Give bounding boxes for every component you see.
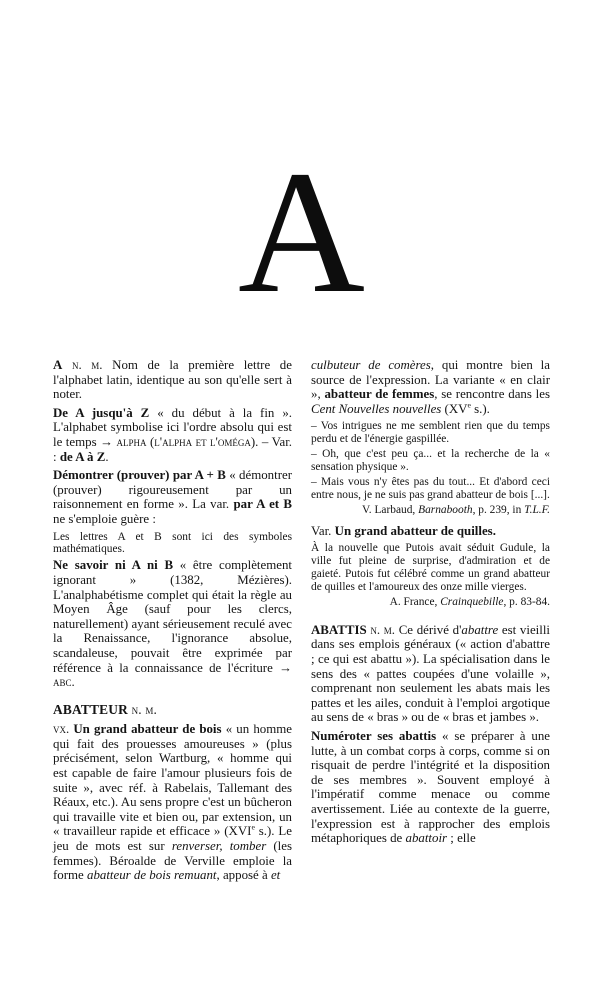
text-segment: .	[71, 675, 75, 690]
text-segment: T.L.F.	[524, 503, 550, 516]
quote-attribution	[311, 596, 550, 609]
text-segment: A. France,	[389, 595, 441, 608]
text-segment: n. m.	[62, 358, 113, 372]
entry-paragraph	[53, 722, 292, 883]
text-segment: abatteur de femmes	[324, 387, 435, 402]
text-segment: ; elle	[447, 831, 476, 846]
entry-paragraph	[53, 358, 292, 402]
quote-paragraph	[53, 531, 292, 557]
entry-paragraph	[311, 729, 550, 846]
text-segment: Ce dérivé d'	[398, 622, 462, 637]
text-columns	[53, 358, 550, 887]
text-segment: e	[467, 400, 471, 410]
text-segment: ne s'emploie guère :	[53, 511, 156, 526]
text-segment: – Vos intrigues ne me semblent rien que du temps perdu et de l'énergie gaspillée.	[311, 420, 550, 446]
text-segment: e	[251, 823, 255, 833]
text-segment: « un homme qui fait des prouesses amoureuses » (plus précisément, selon Wartburg, « homme qui est capable de faire l'amour plusieurs fois de suite », avec réf. à Rabelais, Tallemant des Réaux, etc.). Au sens propre c'est un bûcheron qui travaille vite et bien ou, par extension, un « travailleur rapide et efficace » (XVI	[53, 722, 292, 839]
text-segment: n. m.	[128, 701, 158, 717]
text-segment: Numéroter ses abattis	[311, 729, 437, 743]
text-segment: Démontrer (prouver) par A + B	[53, 468, 226, 483]
text-segment: est vieilli dans ses emplois généraux (« action d'abattre ; ce qui est abattu »). La spécialisation dans le sens des « pattes coupées d'une volaille », comprenant non seulement les abats mais les pattes et les ailes, conduit à l'emploi argotique au sens de « bras » ou de « bras et jambes ».	[311, 622, 550, 725]
entry-paragraph	[53, 558, 292, 689]
entry-paragraph	[311, 623, 550, 725]
text-segment: alpha (l'alpha et l'oméga)	[116, 434, 256, 449]
left-column	[53, 358, 292, 887]
quote-paragraph	[311, 542, 550, 594]
text-segment: abattoir	[405, 831, 448, 846]
text-segment: .	[105, 449, 109, 464]
text-segment: , qui montre bien la source de l'expression. La variante « en clair »,	[311, 358, 550, 402]
quote-attribution	[311, 504, 550, 517]
text-segment: De A jusqu'à Z	[53, 405, 150, 420]
text-segment: Ne savoir ni A ni B	[53, 558, 174, 573]
text-segment: Nom de la première lettre de l'alphabet latin, identique au son qu'elle sert à noter.	[53, 358, 292, 402]
text-segment: (XV	[441, 401, 468, 416]
entry-paragraph	[311, 358, 550, 416]
quote-paragraph	[311, 476, 550, 502]
text-segment: « du début à la fin ». L'alphabet symbolise ici l'ordre absolu qui est le temps →	[53, 405, 293, 449]
text-segment: , se rencontre dans les	[434, 387, 550, 402]
text-segment: « se préparer à une lutte, à un combat corps à corps, comme si on risquait de perdre l'intégrité et la disposition de ses membres ». Souvent employé à l'impératif comme menace ou comme avertissement. Liée au contexte de la guerre, l'expression est à rapprocher des emplois métaphoriques de	[311, 729, 550, 846]
text-segment: de A à Z	[59, 449, 106, 464]
text-segment: Cent Nouvelles nouvelles	[311, 401, 442, 416]
text-segment: vx.	[53, 722, 74, 737]
text-segment: Crainquebille	[440, 595, 504, 608]
text-segment: ABATTIS	[311, 622, 367, 637]
text-segment: Var.	[311, 523, 335, 538]
text-segment: – Oh, que c'est peu ça... et la recherche de la « sensation physique ».	[311, 448, 550, 474]
text-segment: À la nouvelle que Putois avait séduit Gudule, la ville fut pleine de surprise, d'admiration et de gaieté. Putois fut célébré comme un grand abatteur de quilles et l'amoureux des onze mille vierges.	[311, 542, 550, 594]
headword	[53, 703, 292, 718]
text-segment: Un grand abatteur de quilles.	[334, 523, 496, 538]
quote-paragraph	[311, 448, 550, 474]
text-segment: et	[270, 868, 281, 883]
text-segment: V. Larbaud,	[362, 503, 419, 516]
text-segment: , p. 83-84.	[503, 595, 550, 608]
entry-paragraph	[311, 524, 550, 539]
text-segment: abatteur de bois remuant	[87, 868, 217, 883]
text-segment: – Mais vous n'y êtes pas du tout... Et d'abord ceci entre nous, je ne suis pas grand abatteur de bois [...].	[311, 476, 550, 501]
text-segment: . – Var. :	[53, 434, 292, 464]
text-segment: par A et B	[233, 497, 292, 512]
text-segment: « démontrer (prouver) rigoureusement par un raisonnement en forme ». La var.	[53, 468, 292, 512]
text-segment: , apposé à	[216, 868, 271, 883]
text-segment: A	[53, 358, 63, 372]
text-segment: (les femmes). Béroalde de Verville emploie la forme	[53, 839, 292, 883]
text-segment: abattre	[461, 622, 499, 637]
text-segment: Un grand abatteur de bois	[73, 722, 222, 737]
quote-paragraph	[311, 420, 550, 446]
text-segment: ABATTEUR	[53, 701, 129, 717]
text-segment: Les lettres A et B sont ici des symboles mathématiques.	[53, 530, 292, 556]
text-segment: s.). Le jeu de mots est sur	[53, 824, 292, 854]
section-letter: A	[237, 135, 366, 330]
text-segment: abc	[53, 675, 72, 690]
right-column	[311, 358, 550, 887]
text-segment: culbuteur de comères	[311, 358, 431, 372]
text-segment: , p. 239, in	[472, 503, 525, 516]
text-segment: Barnabooth	[418, 503, 473, 516]
text-segment: « être complètement ignorant » (1382, Mézières). L'analphabétisme complet qui était la règle au Moyen Âge (sauf pour les clercs, naturellement) ayant sérieusement reculé avec la Renaissance, l'ignorance absolue, scandaleuse, pouvait être exprimée par référence à la connaissance de l'écriture →	[53, 558, 292, 675]
text-segment: s.).	[470, 401, 490, 416]
text-segment: n. m.	[366, 622, 399, 637]
entry-paragraph	[53, 468, 292, 526]
text-segment: renverser, tomber	[171, 839, 267, 854]
entry-paragraph	[53, 406, 292, 464]
